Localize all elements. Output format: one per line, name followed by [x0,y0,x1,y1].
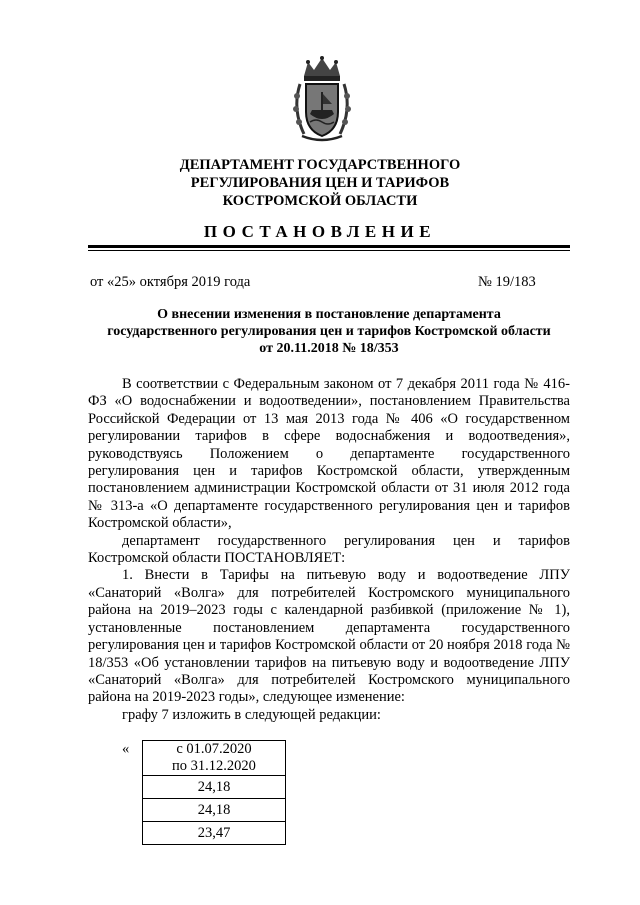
table-row [143,799,286,822]
table-row [143,776,286,799]
department-line: КОСТРОМСКОЙ ОБЛАСТИ [222,193,418,209]
table-header-cell [143,741,286,776]
period-end: по 31.12.2020 [172,758,256,774]
document-subject [88,306,570,357]
table-header-row [143,741,286,776]
document-body [88,376,570,724]
table-cell: 23,47 [143,822,286,845]
period-start: с 01.07.2020 [176,741,252,757]
department-line: РЕГУЛИРОВАНИЯ ЦЕН И ТАРИФОВ [190,175,450,191]
coat-of-arms-icon [290,54,354,144]
open-quote: « [122,741,130,757]
department-name [88,156,552,210]
table-row [143,822,286,845]
body-paragraph-resolves: департамент государственного регулирования цен и тарифов Костромской области ПОСТАНОВЛЯЕТ: [88,532,570,567]
department-line: ДЕПАРТАМЕНТ ГОСУДАРСТВЕННОГО [179,157,461,173]
document-number: № 19/183 [478,274,536,290]
document-date: от «25» октября 2019 года [90,274,251,290]
document-type-title: ПОСТАНОВЛЕНИЕ [203,222,437,241]
table-cell: 24,18 [143,776,286,799]
body-paragraph-legal-basis: В соответствии с Федеральным законом от 7 декабря 2011 года № 416-ФЗ «О водоснабжении и водоотведении», постановлением Правительства Российской Федерации от 13 мая 2013 года № 406 «О государственном регулировании тарифов в сфере водоснабжения и водоотведения», руководствуясь Положением о департаменте государственного регулирования цен и тарифов Костромской области, утвержденным постановлением администрации Костромской области от 31 июля 2012 года № 313-а «О департаменте государственного регулирования цен и тарифов Костромской области», [88,376,570,532]
table-cell: 24,18 [143,799,286,822]
subject-line: от 20.11.2018 № 18/353 [259,341,399,356]
header-rule-thin [88,250,570,251]
subject-line: государственного регулирования цен и тарифов Костромской области [107,324,551,339]
tariff-table [142,740,286,845]
subject-line: О внесении изменения в постановление департамента [157,307,501,322]
body-paragraph-item-1: 1. Внести в Тарифы на питьевую воду и водоотведение ЛПУ «Санаторий «Волга» для потребителей Костромского муниципального района на 2019–2023 годы с календарной разбивкой (приложение № 1), установленные постановлением департамента государственного регулирования цен и тарифов Костромской области от 20 ноября 2018 года № 18/353 «Об установлении тарифов на питьевую воду и водоотведение ЛПУ «Санаторий «Волга» для потребителей Костромского муниципального района на 2019-2023 годы», следующее изменение: [88,567,570,706]
header-rule-thick [88,245,570,248]
body-paragraph-column-7: графу 7 изложить в следующей редакции: [122,706,381,723]
